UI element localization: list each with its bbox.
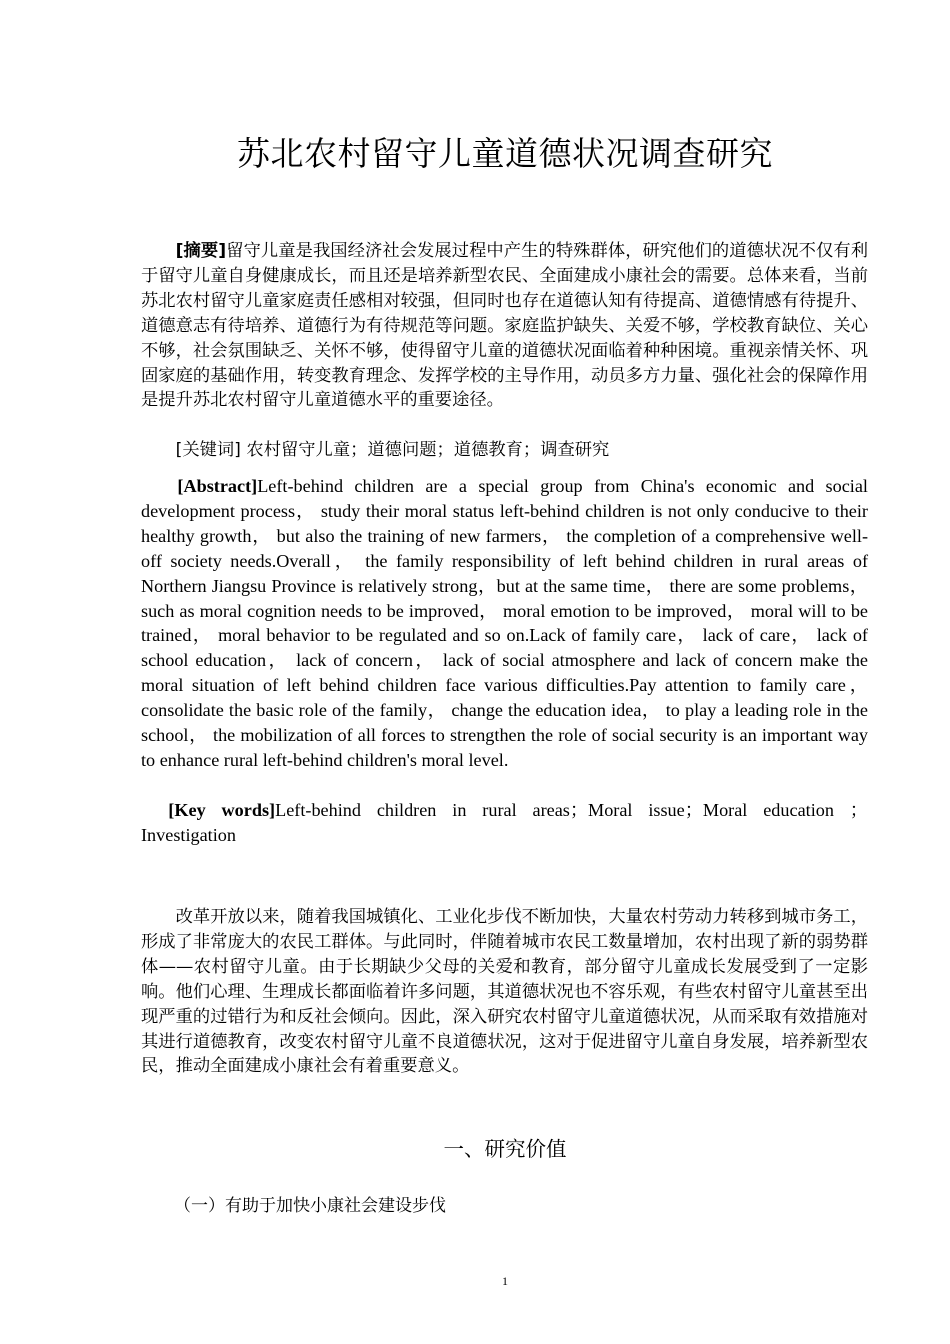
abstract-en [141, 474, 868, 773]
keywords-zh [141, 438, 868, 463]
keywords-zh-label: [关键词] [175, 440, 241, 460]
keywords-en [141, 798, 868, 848]
keywords-en-label: [Key words] [168, 800, 276, 820]
page-number: 1 [502, 1274, 508, 1288]
section-heading: 一、研究价值 [443, 1137, 567, 1161]
document-title: 苏北农村留守儿童道德状况调查研究 [237, 134, 773, 173]
subsection-heading: （一）有助于加快小康社会建设步伐 [174, 1196, 446, 1216]
abstract-en-label: [Abstract] [177, 476, 258, 496]
keywords-en-text: Left-behind children in rural areas；Moral issue；Moral education ；Investigation [141, 800, 868, 845]
intro-paragraph: 改革开放以来，随着我国城镇化、工业化步伐不断加快，大量农村劳动力转移到城市务工，形成了非常庞大的农民工群体。与此同时，伴随着城市农民工数量增加，农村出现了新的弱势群体——农村留守儿童。由于长期缺少父母的关爱和教育，部分留守儿童成长发展受到了一定影响。他们心理、生理成长都面临着许多问题，其道德状况也不容乐观，有些农村留守儿童甚至出现严重的过错行为和反社会倾向。因此，深入研究农村留守儿童道德状况，从而采取有效措施对其进行道德教育，改变农村留守儿童不良道德状况，这对于促进留守儿童自身发展，培养新型农民，推动全面建成小康社会有着重要意义。 [141, 907, 868, 1077]
abstract-zh-text: 留守儿童是我国经济社会发展过程中产生的特殊群体，研究他们的道德状况不仅有利于留守儿童自身健康成长，而且还是培养新型农民、全面建成小康社会的需要。总体来看，当前苏北农村留守儿童家庭责任感相对较强，但同时也存在道德认知有待提高、道德情感有待提升、道德意志有待培养、道德行为有待规范等问题。家庭监护缺失、关爱不够，学校教育缺位、关心不够，社会氛围缺乏、关怀不够，使得留守儿童的道德状况面临着种种困境。重视亲情关怀、巩固家庭的基础作用，转变教育理念、发挥学校的主导作用，动员多方力量、强化社会的保障作用是提升苏北农村留守儿童道德水平的重要途径。 [141, 241, 868, 411]
abstract-zh [141, 239, 868, 413]
keywords-zh-text: 农村留守儿童；道德问题；道德教育；调查研究 [240, 440, 610, 460]
abstract-zh-label: [摘要] [175, 241, 227, 261]
abstract-en-text: Left-behind children are a special group from China's economic and social development process， study their moral status left-behind children is not only conducive to their healthy growth， but also the training of new farmers， the completion of a comprehensive well-off society needs.Overall， the family responsibility of left behind children in rural areas of Northern Jiangsu Province is relatively strong，but at the same time， there are some problems， such as moral cognition needs to be improved， moral emotion to be improved， moral will to be trained， moral behavior to be regulated and so on.Lack of family care， lack of care， lack of school education， lack of concern， lack of social atmosphere and lack of concern make the moral situation of left behind children face various difficulties.Pay attention to family care， consolidate the basic role of the family， change the education idea， to play a leading role in the school， the mobilization of all forces to strengthen the role of social security is an important way to enhance rural left-behind children's moral level. [141, 476, 868, 770]
